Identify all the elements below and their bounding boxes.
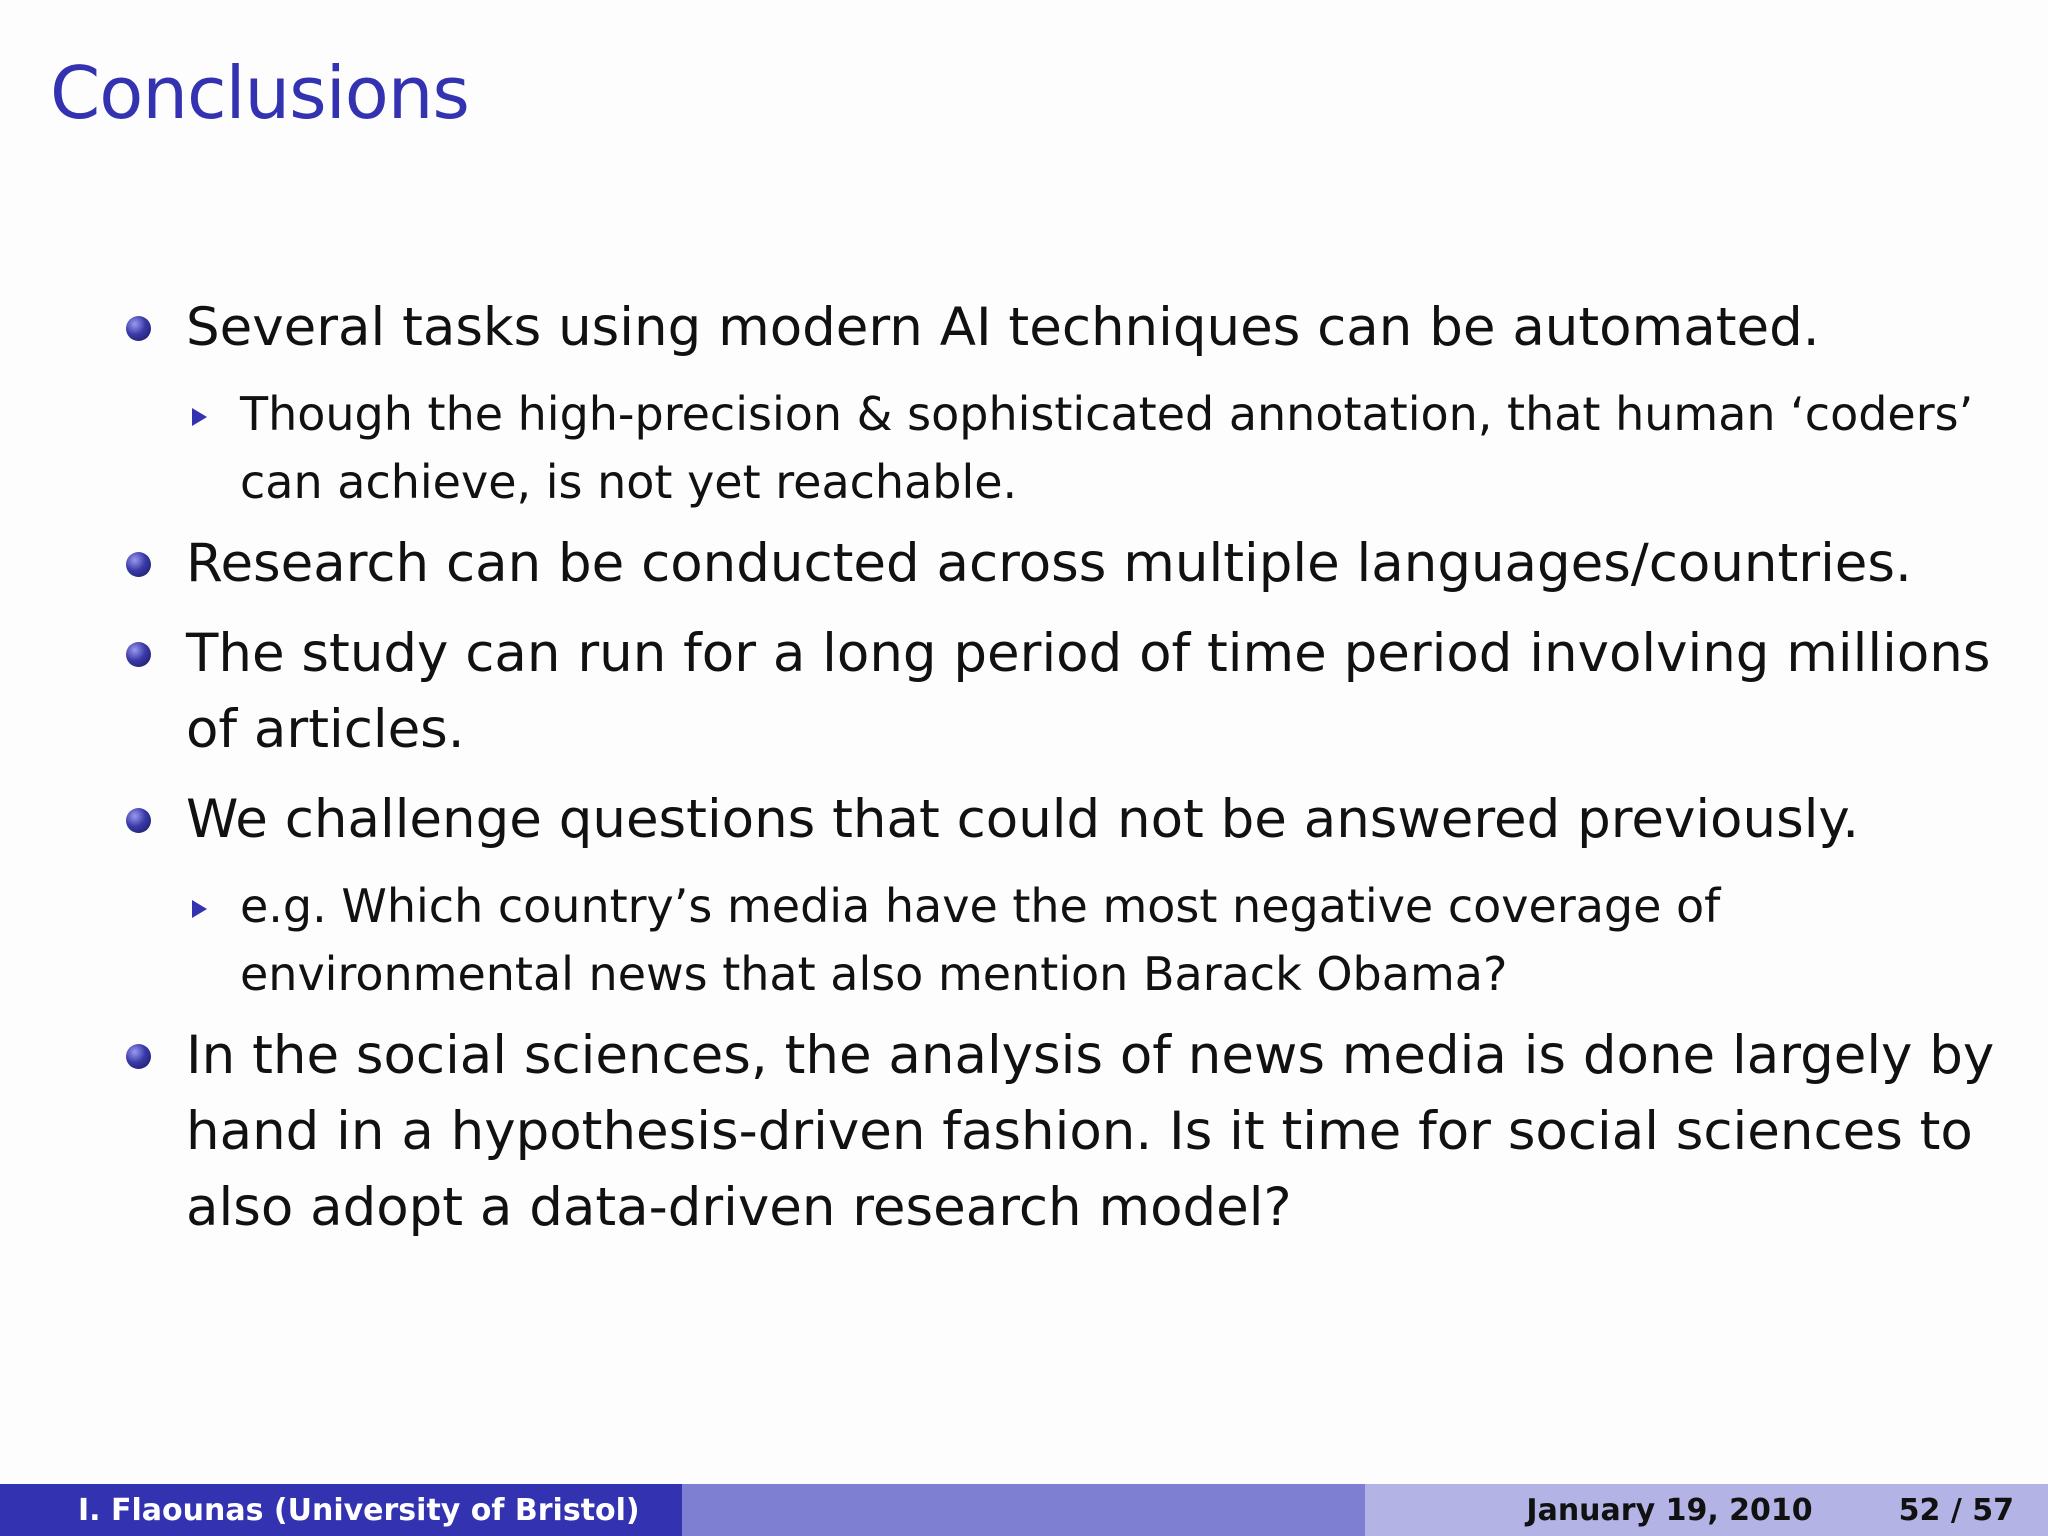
sub-bullet-text: e.g. Which country’s media have the most negative coverage of environmental news that also mention Barack Obama?	[240, 879, 1721, 1001]
bullet-ball-icon	[126, 1044, 151, 1069]
bullet-item	[120, 526, 2000, 602]
triangle-bullet-icon	[192, 900, 207, 918]
bullet-text: In the social sciences, the analysis of news media is done largely by hand in a hypothesis-driven fashion. Is it time for social sciences to also adopt a data-driven research model?	[186, 1025, 1995, 1238]
bullet-text: Research can be conducted across multiple languages/countries.	[186, 533, 1912, 594]
slide-title: Conclusions	[50, 51, 469, 135]
triangle-bullet-icon	[192, 408, 207, 426]
bullet-item	[120, 290, 2000, 366]
bullet-item	[120, 782, 2000, 858]
sub-bullet-item	[120, 872, 2000, 1008]
bullet-ball-icon	[126, 808, 151, 833]
bullet-text: We challenge questions that could not be answered previously.	[186, 789, 1860, 850]
footer-date: January 19, 2010	[1526, 1492, 1813, 1528]
bullet-list	[120, 290, 2000, 1260]
footer-bar	[0, 1484, 2048, 1536]
bullet-ball-icon	[126, 642, 151, 667]
bullet-item	[120, 616, 2000, 768]
sub-bullet-text: Though the high-precision & sophisticated annotation, that human ‘coders’ can achieve, is not yet reachable.	[240, 387, 1974, 509]
bullet-text: The study can run for a long period of time period involving millions of articles.	[186, 623, 1991, 760]
page-number: 52 / 57	[1898, 1492, 2014, 1528]
sub-bullet-item	[120, 380, 2000, 516]
bullet-ball-icon	[126, 316, 151, 341]
bullet-text: Several tasks using modern AI techniques can be automated.	[186, 297, 1820, 358]
footer-right-section	[1365, 1484, 2048, 1536]
bullet-ball-icon	[126, 552, 151, 577]
footer-title-section	[682, 1484, 1365, 1536]
bullet-item	[120, 1018, 2000, 1246]
footer-author: I. Flaounas (University of Bristol)	[0, 1484, 682, 1536]
